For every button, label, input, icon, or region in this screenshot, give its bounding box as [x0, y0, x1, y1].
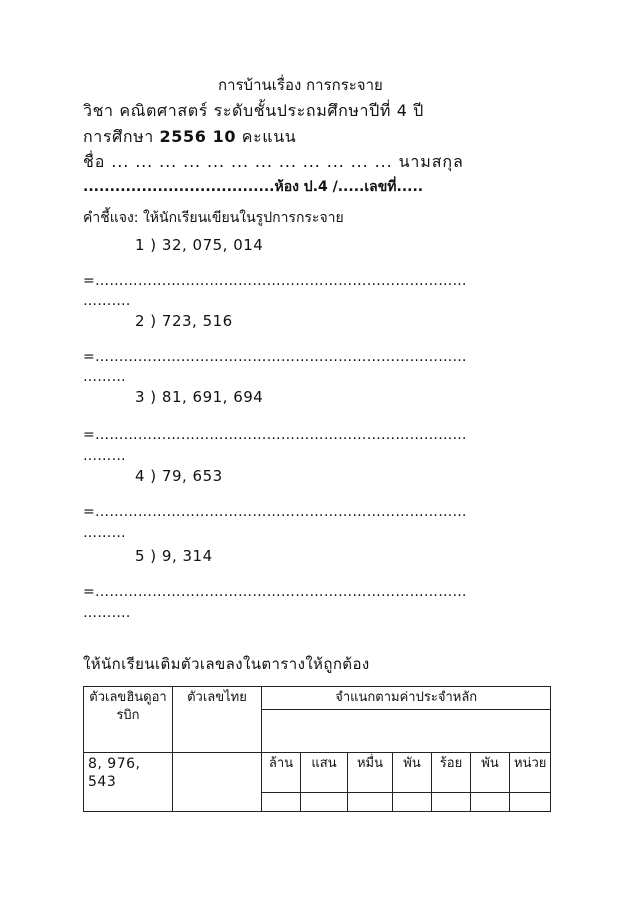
exercise-item: 4 ) 79, 653 — [135, 467, 223, 485]
answer-line: =…………………………………………………………………… — [83, 349, 467, 365]
place-label-tens: พัน — [471, 753, 510, 793]
year-prefix: การศึกษา — [83, 127, 160, 146]
year-score: 2556 10 — [159, 127, 237, 146]
place-label-millions: ล้าน — [262, 753, 301, 793]
answer-cell[interactable] — [510, 793, 551, 812]
answer-cell[interactable] — [301, 793, 348, 812]
answer-line: =…………………………………………………………………… — [83, 427, 467, 443]
place-label-ten-thousands: หมื่น — [348, 753, 393, 793]
table-header-row — [84, 687, 551, 710]
place-label-thousands: พัน — [393, 753, 432, 793]
thai-number-input-cell[interactable] — [173, 753, 262, 812]
table-row — [84, 753, 551, 793]
place-label-units: หน่วย — [510, 753, 551, 793]
answer-line-continued: ……… — [83, 525, 126, 541]
answer-cell[interactable] — [348, 793, 393, 812]
exercise-item: 1 ) 32, 075, 014 — [135, 236, 264, 254]
exercise-item: 3 ) 81, 691, 694 — [135, 388, 264, 406]
place-label-hundreds: ร้อย — [432, 753, 471, 793]
place-value-spacer — [262, 710, 551, 753]
answer-cell[interactable] — [393, 793, 432, 812]
year-suffix: คะแนน — [236, 127, 297, 146]
answer-cell[interactable] — [432, 793, 471, 812]
answer-line: =…………………………………………………………………… — [83, 273, 467, 289]
exercise-item: 2 ) 723, 516 — [135, 312, 233, 330]
arabic-number-cell: 8, 976, 543 — [84, 753, 173, 812]
answer-line: =…………………………………………………………………… — [83, 504, 467, 520]
answer-cell[interactable] — [262, 793, 301, 812]
answer-line: =…………………………………………………………………… — [83, 584, 467, 600]
answer-cell[interactable] — [471, 793, 510, 812]
header-thai-numerals: ตัวเลขไทย — [173, 687, 262, 753]
place-label-hundred-thousands: แสน — [301, 753, 348, 793]
table-instruction: ให้นักเรียนเติมตัวเลขลงในตารางให้ถูกต้อง — [83, 655, 370, 673]
answer-line-continued: ……… — [83, 369, 126, 385]
answer-line-continued: ………. — [83, 293, 131, 309]
student-name-line: ชื่อ ... ... ... ... ... ... ... ... ... ... ... ... นามสกุล — [83, 152, 464, 171]
room-number-line: ....................................ห้อง ป.4 /.....เลขที่..... — [83, 179, 424, 195]
instruction-text: คำชี้แจง: ให้นักเรียนเขียนในรูปการกระจาย — [83, 210, 344, 226]
header-arabic-numerals: ตัวเลขฮินดูอารบิก — [84, 687, 173, 753]
exercise-item: 5 ) 9, 314 — [135, 547, 213, 565]
answer-line-continued: ……… — [83, 448, 126, 464]
year-line — [83, 127, 296, 147]
place-value-table — [83, 686, 551, 812]
header-place-value: จำแนกตามค่าประจำหลัก — [262, 687, 551, 710]
subject-line: วิชา คณิตศาสตร์ ระดับชั้นประถมศึกษาปีที่ 4 ปี — [83, 101, 424, 120]
homework-title: การบ้านเรื่อง การกระจาย — [218, 76, 383, 94]
answer-line-continued: ………. — [83, 605, 131, 621]
